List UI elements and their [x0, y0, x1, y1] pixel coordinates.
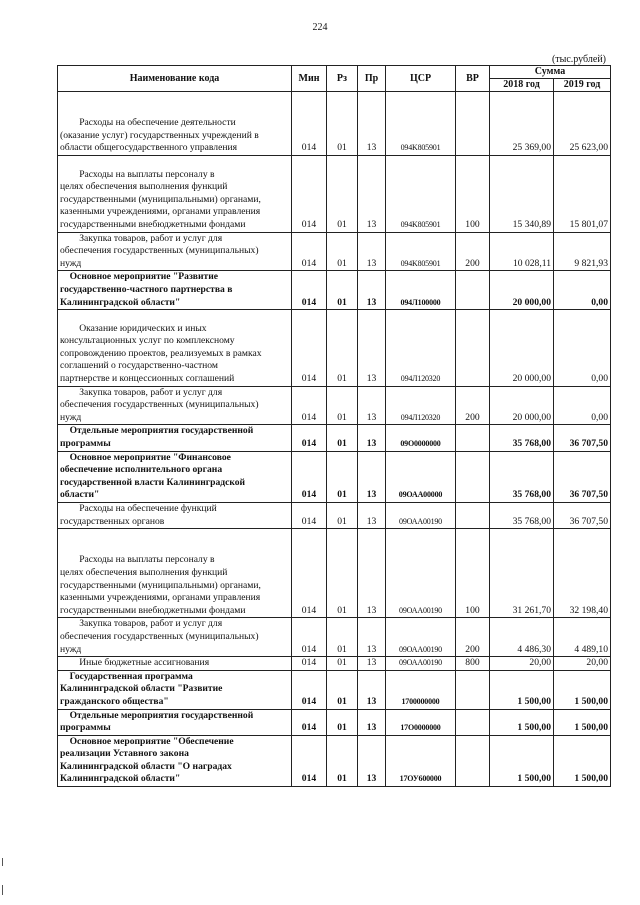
row-vr — [456, 503, 490, 529]
row-csr: 094Л100000 — [386, 271, 456, 310]
table-row — [58, 155, 611, 232]
page-number: 224 — [312, 22, 328, 33]
row-min: 014 — [292, 271, 327, 310]
row-name: Расходы на выплаты персоналу в целях обеспечения выполнения функций государственными (муниципальными) органами, казенными учреждениями, органами управления государственными внебюджетными фондами — [58, 529, 292, 618]
row-vr — [456, 451, 490, 502]
row-sum-2019: 36 707,50 — [554, 451, 611, 502]
row-csr: 094K805901 — [386, 155, 456, 232]
row-sum-2018: 1 500,00 — [490, 670, 554, 709]
row-rz: 01 — [327, 657, 358, 671]
row-pr: 13 — [358, 657, 386, 671]
row-sum-2019: 20,00 — [554, 657, 611, 671]
row-csr: 17ОУ600000 — [386, 735, 456, 786]
header-2018: 2018 год — [490, 79, 554, 92]
row-min: 014 — [292, 709, 327, 735]
row-name: Иные бюджетные ассигнования — [58, 657, 292, 671]
row-rz: 01 — [327, 232, 358, 271]
row-csr: 09ОАА00190 — [386, 618, 456, 657]
table-row — [58, 310, 611, 387]
row-min: 014 — [292, 386, 327, 425]
row-min: 014 — [292, 425, 327, 451]
row-vr: 200 — [456, 386, 490, 425]
row-vr — [456, 670, 490, 709]
row-name: Закупка товаров, работ и услуг для обеспечения государственных (муниципальных) нужд — [58, 386, 292, 425]
row-sum-2018: 35 768,00 — [490, 425, 554, 451]
margin-mark — [2, 858, 3, 866]
row-sum-2018: 35 768,00 — [490, 451, 554, 502]
row-name: Расходы на выплаты персоналу в целях обеспечения выполнения функций государственными (муниципальными) органами, казенными учреждениями, органами управления государственными внебюджетными фондами — [58, 155, 292, 232]
row-csr: 09О0000000 — [386, 425, 456, 451]
row-min: 014 — [292, 451, 327, 502]
table-row — [58, 670, 611, 709]
row-sum-2018: 20 000,00 — [490, 310, 554, 387]
row-sum-2019: 36 707,50 — [554, 503, 611, 529]
row-name: Основное мероприятие "Финансовое обеспечение исполнительного органа государственной власти Калининградской области" — [58, 451, 292, 502]
row-sum-2019: 0,00 — [554, 310, 611, 387]
table-row — [58, 92, 611, 156]
row-pr: 13 — [358, 618, 386, 657]
header-rz: Рз — [327, 66, 358, 92]
row-rz: 01 — [327, 155, 358, 232]
row-sum-2019: 1 500,00 — [554, 670, 611, 709]
row-pr: 13 — [358, 451, 386, 502]
row-vr — [456, 271, 490, 310]
row-pr: 13 — [358, 425, 386, 451]
row-csr: 094K805901 — [386, 232, 456, 271]
row-sum-2019: 1 500,00 — [554, 735, 611, 786]
budget-table — [57, 65, 611, 787]
row-min: 014 — [292, 735, 327, 786]
row-pr: 13 — [358, 310, 386, 387]
row-csr: 09ОАА00190 — [386, 657, 456, 671]
header-2019: 2019 год — [554, 79, 611, 92]
row-sum-2018: 1 500,00 — [490, 735, 554, 786]
row-vr: 100 — [456, 155, 490, 232]
row-name: Отдельные мероприятия государственной программы — [58, 425, 292, 451]
row-sum-2019: 1 500,00 — [554, 709, 611, 735]
row-pr: 13 — [358, 271, 386, 310]
row-rz: 01 — [327, 709, 358, 735]
row-min: 014 — [292, 657, 327, 671]
row-sum-2019: 4 489,10 — [554, 618, 611, 657]
row-pr: 13 — [358, 670, 386, 709]
row-name: Расходы на обеспечение деятельности (оказание услуг) государственных учреждений в области общегосударственного управления — [58, 92, 292, 156]
row-csr: 094Л120320 — [386, 386, 456, 425]
row-pr: 13 — [358, 503, 386, 529]
row-csr: 1700000000 — [386, 670, 456, 709]
row-vr — [456, 425, 490, 451]
row-sum-2018: 20,00 — [490, 657, 554, 671]
row-sum-2018: 31 261,70 — [490, 529, 554, 618]
row-sum-2018: 15 340,89 — [490, 155, 554, 232]
row-name: Оказание юридических и иных консультационных услуг по комплексному сопровождению проектов, реализуемых в рамках соглашений о государственно-частном партнерстве и концессионных соглашений — [58, 310, 292, 387]
row-sum-2019: 0,00 — [554, 271, 611, 310]
row-name: Основное мероприятие "Обеспечение реализации Уставного закона Калининградской области "О наградах Калининградской области" — [58, 735, 292, 786]
row-pr: 13 — [358, 155, 386, 232]
row-vr — [456, 310, 490, 387]
row-csr: 09ОАА00000 — [386, 451, 456, 502]
row-pr: 13 — [358, 386, 386, 425]
row-min: 014 — [292, 503, 327, 529]
row-rz: 01 — [327, 92, 358, 156]
row-rz: 01 — [327, 386, 358, 425]
table-row — [58, 657, 611, 671]
table-row — [58, 503, 611, 529]
row-pr: 13 — [358, 529, 386, 618]
row-sum-2019: 0,00 — [554, 386, 611, 425]
row-min: 014 — [292, 529, 327, 618]
row-sum-2019: 36 707,50 — [554, 425, 611, 451]
row-rz: 01 — [327, 271, 358, 310]
table-row — [58, 709, 611, 735]
row-name: Основное мероприятие "Развитие государственно-частного партнерства в Калининградской области" — [58, 271, 292, 310]
table-row — [58, 529, 611, 618]
row-name: Закупка товаров, работ и услуг для обеспечения государственных (муниципальных) нужд — [58, 618, 292, 657]
header-min: Мин — [292, 66, 327, 92]
row-name: Государственная программа Калининградской области "Развитие гражданского общества" — [58, 670, 292, 709]
row-name: Расходы на обеспечение функций государственных органов — [58, 503, 292, 529]
row-rz: 01 — [327, 618, 358, 657]
row-vr: 200 — [456, 618, 490, 657]
row-min: 014 — [292, 310, 327, 387]
row-sum-2018: 1 500,00 — [490, 709, 554, 735]
row-min: 014 — [292, 670, 327, 709]
row-min: 014 — [292, 232, 327, 271]
row-sum-2018: 35 768,00 — [490, 503, 554, 529]
row-sum-2019: 25 623,00 — [554, 92, 611, 156]
header-vr: ВР — [456, 66, 490, 92]
row-min: 014 — [292, 92, 327, 156]
table-body — [58, 92, 611, 787]
row-csr: 094K805901 — [386, 92, 456, 156]
row-sum-2019: 9 821,93 — [554, 232, 611, 271]
row-sum-2019: 15 801,07 — [554, 155, 611, 232]
row-sum-2018: 10 028,11 — [490, 232, 554, 271]
row-rz: 01 — [327, 735, 358, 786]
row-rz: 01 — [327, 451, 358, 502]
row-csr: 09ОАА00190 — [386, 503, 456, 529]
header-pr: Пр — [358, 66, 386, 92]
row-rz: 01 — [327, 670, 358, 709]
header-csr: ЦСР — [386, 66, 456, 92]
row-name: Отдельные мероприятия государственной программы — [58, 709, 292, 735]
row-vr: 100 — [456, 529, 490, 618]
row-pr: 13 — [358, 709, 386, 735]
row-vr — [456, 735, 490, 786]
row-csr: 17О0000000 — [386, 709, 456, 735]
row-sum-2019: 32 198,40 — [554, 529, 611, 618]
row-pr: 13 — [358, 232, 386, 271]
units-label: (тыс.рублей) — [551, 54, 606, 65]
table-row — [58, 735, 611, 786]
row-vr — [456, 709, 490, 735]
row-pr: 13 — [358, 92, 386, 156]
row-vr — [456, 92, 490, 156]
row-rz: 01 — [327, 425, 358, 451]
row-vr: 800 — [456, 657, 490, 671]
row-name: Закупка товаров, работ и услуг для обеспечения государственных (муниципальных) нужд — [58, 232, 292, 271]
table-row — [58, 425, 611, 451]
row-min: 014 — [292, 618, 327, 657]
row-sum-2018: 4 486,30 — [490, 618, 554, 657]
header-name: Наименование кода — [58, 66, 292, 92]
table-row — [58, 271, 611, 310]
header-sum: Сумма — [490, 66, 611, 79]
row-sum-2018: 20 000,00 — [490, 386, 554, 425]
row-csr: 09ОАА00190 — [386, 529, 456, 618]
table-row — [58, 386, 611, 425]
row-min: 014 — [292, 155, 327, 232]
row-pr: 13 — [358, 735, 386, 786]
row-rz: 01 — [327, 529, 358, 618]
table-row — [58, 232, 611, 271]
row-csr: 094Л120320 — [386, 310, 456, 387]
row-rz: 01 — [327, 503, 358, 529]
table-row — [58, 451, 611, 502]
row-rz: 01 — [327, 310, 358, 387]
row-vr: 200 — [456, 232, 490, 271]
margin-mark — [2, 885, 3, 895]
row-sum-2018: 20 000,00 — [490, 271, 554, 310]
table-row — [58, 618, 611, 657]
row-sum-2018: 25 369,00 — [490, 92, 554, 156]
